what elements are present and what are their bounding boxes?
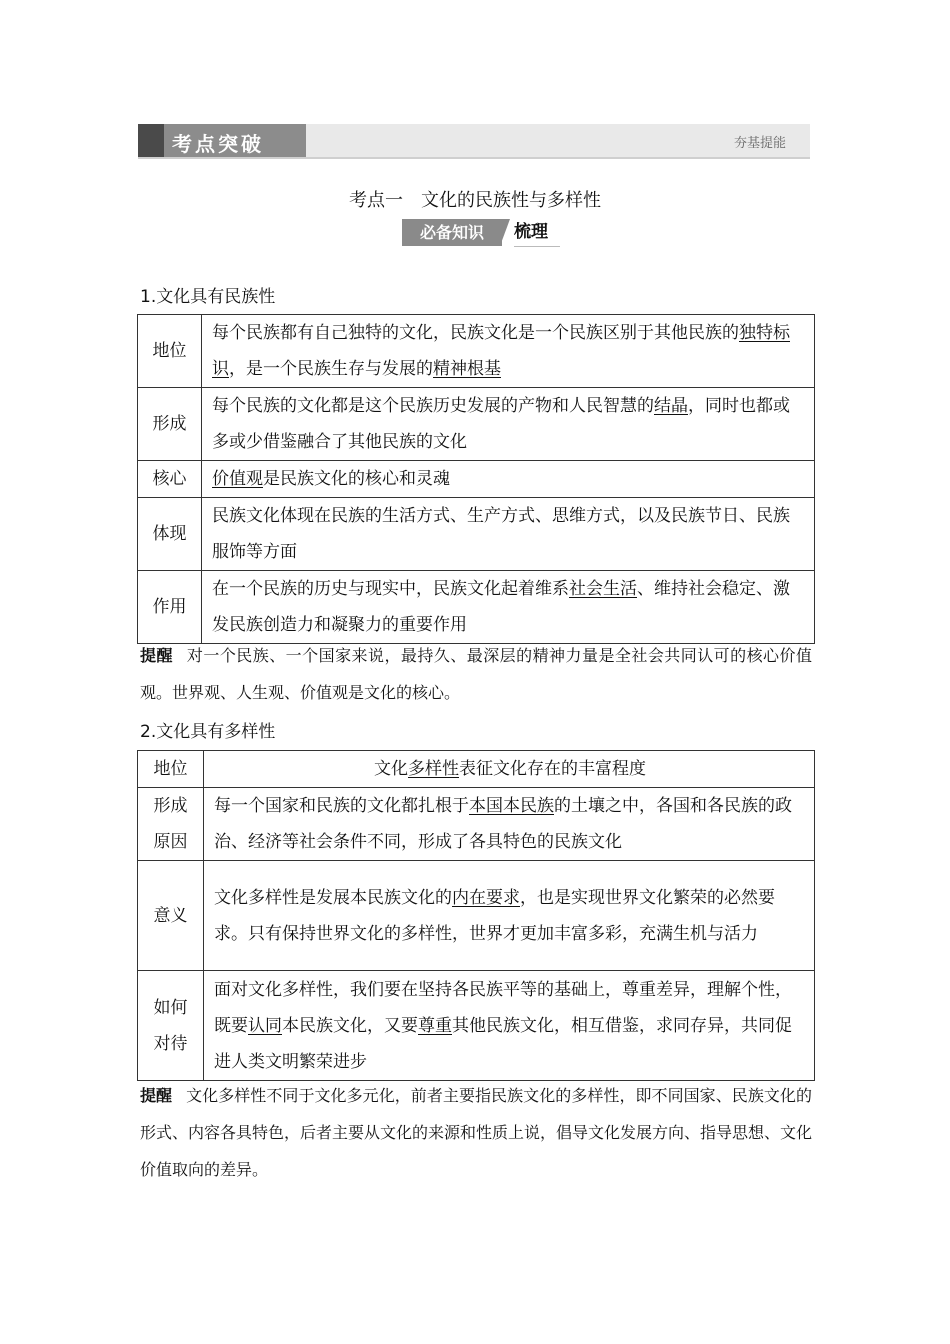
table-row	[138, 571, 815, 644]
table-row	[138, 861, 815, 971]
row-label: 形成原因	[138, 788, 204, 861]
text-segment: ，也是实现世界文化繁荣的必然要求。只有保持世界文化的多样性，世界才更加丰富多彩，充满生机与活力	[214, 887, 775, 944]
banner-right-label: 夯基提能	[733, 136, 786, 151]
knowledge-tag-slash	[500, 219, 510, 246]
knowledge-tag-right: 梳理	[514, 219, 560, 247]
key-term: 内在要求	[452, 887, 520, 908]
section-title: 考点一 文化的民族性与多样性	[349, 190, 601, 211]
part1-heading: 1.文化具有民族性	[140, 287, 276, 307]
key-term: 社会生活	[569, 579, 637, 599]
section-banner	[138, 124, 810, 159]
key-term: 独特标识	[212, 323, 790, 379]
row-content	[202, 461, 815, 498]
text-segment: 本民族文化，又要	[282, 1015, 418, 1036]
table-row	[138, 315, 815, 388]
part1-table	[137, 314, 815, 644]
key-term: 价值观	[212, 469, 263, 489]
table-row	[138, 498, 815, 571]
key-term: 本国本民族	[469, 796, 554, 816]
row-label: 地位	[138, 315, 202, 388]
part2-note	[140, 1077, 812, 1188]
knowledge-tag-left: 必备知识	[402, 219, 502, 246]
row-content	[204, 971, 815, 1081]
text-segment: 是民族文化的核心和灵魂	[263, 469, 450, 489]
row-label: 形成	[138, 388, 202, 461]
text-segment: 每一个国家和民族的文化都扎根于	[214, 796, 469, 816]
part2-table	[137, 750, 815, 1081]
text-segment: 文化多样性是发展本民族文化的	[214, 887, 452, 908]
text-segment: ，同时也都或多或少借鉴融合了其他民族的文化	[212, 396, 790, 452]
key-term: 尊重	[418, 1015, 452, 1036]
row-label: 核心	[138, 461, 202, 498]
row-label: 作用	[138, 571, 202, 644]
part2-heading: 2.文化具有多样性	[140, 722, 276, 742]
key-term: 认同	[248, 1015, 282, 1036]
row-label: 如何对待	[138, 971, 204, 1081]
text-segment: 每个民族都有自己独特的文化，民族文化是一个民族区别于其他民族的	[212, 323, 739, 343]
text-segment: 其他民族文化，相互借鉴，求同存异，共同促进人类文明繁荣进步	[214, 1015, 792, 1072]
row-content	[204, 861, 815, 971]
table-row	[138, 971, 815, 1081]
text-segment: 每个民族的文化都是这个民族历史发展的产物和人民智慧的	[212, 396, 654, 416]
note-text: 对一个民族、一个国家来说，最持久、最深层的精神力量是全社会共同认可的核心价值观。世界观、人生观、价值观是文化的核心。	[140, 646, 812, 702]
part1-note	[140, 637, 812, 711]
text-segment: 面对文化多样性，我们要在坚持各民族平等的基础上，尊重差异，理解个性，既要	[214, 979, 792, 1036]
text-segment: 、维持社会稳定、激发民族创造力和凝聚力的重要作用	[212, 579, 790, 635]
row-content	[202, 571, 815, 644]
row-label: 地位	[138, 751, 204, 788]
text-segment: 表征文化存在的丰富程度	[459, 759, 646, 779]
row-content	[204, 788, 815, 861]
note-text: 文化多样性不同于文化多元化，前者主要指民族文化的多样性，即不同国家、民族文化的形式、内容各具特色，后者主要从文化的来源和性质上说，倡导文化发展方向、指导思想、文化价值取向的差异。	[140, 1086, 813, 1179]
banner-tab	[138, 124, 306, 157]
text-segment: 在一个民族的历史与现实中，民族文化起着维系	[212, 579, 569, 599]
text-segment: 民族文化体现在民族的生活方式、生产方式、思维方式，以及民族节日、民族服饰等方面	[212, 506, 790, 562]
table-row	[138, 788, 815, 861]
text-segment: ，是一个民族生存与发展的	[229, 359, 433, 379]
banner-title: 考点突破	[172, 132, 264, 156]
row-content	[202, 315, 815, 388]
row-content	[202, 498, 815, 571]
table-row	[138, 388, 815, 461]
note-label: 提醒	[140, 646, 173, 665]
row-content	[204, 751, 815, 788]
note-label: 提醒	[140, 1086, 173, 1105]
key-term: 多样性	[408, 759, 459, 779]
row-label: 意义	[138, 861, 204, 971]
key-term: 结晶	[654, 396, 688, 416]
text-segment: 的土壤之中，各国和各民族的政治、经济等社会条件不同，形成了各具特色的民族文化	[214, 796, 792, 852]
table-row	[138, 461, 815, 498]
row-label: 体现	[138, 498, 202, 571]
text-segment: 文化	[374, 759, 408, 779]
banner-accent	[138, 124, 164, 157]
table-row	[138, 751, 815, 788]
key-term: 精神根基	[433, 359, 501, 379]
row-content	[202, 388, 815, 461]
